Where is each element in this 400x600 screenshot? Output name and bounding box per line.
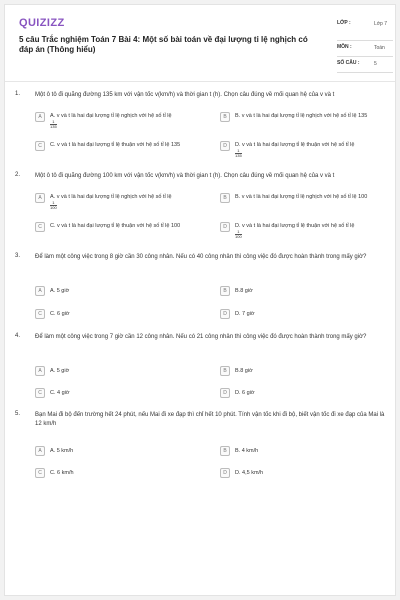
meta-class-value: Lớp 7 <box>374 21 388 27</box>
fraction-denominator: 100 <box>235 234 242 239</box>
option-letter-box: C <box>35 388 45 398</box>
option-letter-box: C <box>35 222 45 232</box>
option-text: B.8 giờ <box>235 288 253 294</box>
header-divider <box>5 81 395 82</box>
meta-subject-value: Toán <box>374 45 385 51</box>
fraction-numerator: 1 <box>235 230 242 235</box>
meta-count-label: SỐ CÂU : <box>337 60 360 66</box>
option-letter-box: D <box>220 141 230 151</box>
option-text: C. v và t là hai đại lượng tỉ lệ thuận với hệ số tỉ lệ 135 <box>50 142 181 148</box>
option-fraction <box>235 230 242 239</box>
option-text: C. 6 km/h <box>50 470 74 476</box>
option-text: C. 4 giờ <box>50 390 70 396</box>
question-text: Để làm một công việc trong 8 giờ cần 30 công nhân. Nếu có 40 công nhân thì công việc đó được hoàn thành trong mấy giờ? <box>35 254 367 260</box>
option-letter-box: B <box>220 366 230 376</box>
option-letter-box: C <box>35 141 45 151</box>
option-letter-box: A <box>35 366 45 376</box>
question-number: 1. <box>15 91 21 97</box>
option-text: B. v và t là hai đại lượng tỉ lệ nghịch với hệ số tỉ lệ 100 <box>235 194 368 200</box>
option-fraction <box>235 149 242 158</box>
option-text: B.8 giờ <box>235 368 253 374</box>
option-text: D. 4,5 km/h <box>235 470 264 476</box>
fraction-numerator: 1 <box>50 120 57 125</box>
meta-row-class <box>337 17 393 41</box>
option-text: D. v và t là hai đại lượng tỉ lệ thuận với hệ số tỉ lệ <box>235 142 355 148</box>
question-text: Một ô tô đi quãng đường 100 km với vận tốc v(km/h) và thời gian t (h). Chọn câu đúng về mối quan hệ của v và t <box>35 173 335 179</box>
option-letter-box: D <box>220 309 230 319</box>
option-fraction <box>50 201 57 210</box>
fraction-numerator: 1 <box>50 201 57 206</box>
option-text: D. 6 giờ <box>235 390 255 396</box>
option-text: A. 5 km/h <box>50 448 74 454</box>
meta-class-label: LỚP : <box>337 20 351 26</box>
fraction-denominator: 135 <box>50 124 57 129</box>
meta-subject-label: MÔN : <box>337 44 352 50</box>
option-text: C. v và t là hai đại lượng tỉ lệ thuận với hệ số tỉ lệ 100 <box>50 223 181 229</box>
option-text: A. 5 giờ <box>50 368 70 374</box>
option-letter-box: A <box>35 446 45 456</box>
meta-row-count <box>337 57 393 73</box>
question-text: Để làm một công việc trong 7 giờ cần 12 công nhân. Nếu có 21 công nhân thì công việc đó được hoàn thành trong mấy giờ? <box>35 334 367 340</box>
option-letter-box: A <box>35 286 45 296</box>
worksheet-page <box>4 4 396 596</box>
option-text: A. 5 giờ <box>50 288 70 294</box>
option-fraction <box>50 120 57 129</box>
question-number: 5. <box>15 411 21 417</box>
option-letter-box: C <box>35 468 45 478</box>
question-text: Một ô tô đi quãng đường 135 km với vận tốc v(km/h) và thời gian t (h). Chọn câu đúng về mối quan hệ của v và t <box>35 92 335 98</box>
worksheet-meta <box>337 17 393 73</box>
question-number: 4. <box>15 333 21 339</box>
option-text: D. v và t là hai đại lượng tỉ lệ thuận với hệ số tỉ lệ <box>235 223 355 229</box>
option-text: A. v và t là hai đại lượng tỉ lệ nghịch với hệ số tỉ lệ <box>50 194 172 200</box>
option-letter-box: C <box>35 309 45 319</box>
option-letter-box: B <box>220 193 230 203</box>
option-letter-box: A <box>35 112 45 122</box>
option-text: A. v và t là hai đại lượng tỉ lệ nghịch với hệ số tỉ lệ <box>50 113 172 119</box>
question-number: 3. <box>15 253 21 259</box>
option-text: C. 6 giờ <box>50 311 70 317</box>
option-text: B. v và t là hai đại lượng tỉ lệ nghịch với hệ số tỉ lệ 135 <box>235 113 368 119</box>
worksheet-title: 5 câu Trắc nghiệm Toán 7 Bài 4: Một số bài toán về đại lượng tỉ lệ nghịch có đáp án (Thông hiểu) <box>19 35 308 54</box>
question-text: Bạn Mai đi bộ đến trường hết 24 phút, nếu Mai đi xe đạp thì chỉ hết 10 phút. Tính vận tốc khi đi bộ, biết vận tốc đi xe đạp của Mai là 12 km/h <box>35 412 385 427</box>
fraction-numerator: 1 <box>235 149 242 154</box>
option-text: D. 7 giờ <box>235 311 255 317</box>
fraction-denominator: 100 <box>50 205 57 210</box>
fraction-denominator: 135 <box>235 153 242 158</box>
option-letter-box: B <box>220 112 230 122</box>
option-letter-box: B <box>220 446 230 456</box>
option-letter-box: D <box>220 468 230 478</box>
option-text: B. 4 km/h <box>235 448 259 454</box>
option-letter-box: B <box>220 286 230 296</box>
option-letter-box: D <box>220 222 230 232</box>
quizizz-logo: QUIZIZZ <box>19 17 65 29</box>
meta-row-subject <box>337 41 393 57</box>
question-number: 2. <box>15 172 21 178</box>
option-letter-box: A <box>35 193 45 203</box>
option-letter-box: D <box>220 388 230 398</box>
meta-count-value: 5 <box>374 61 377 67</box>
